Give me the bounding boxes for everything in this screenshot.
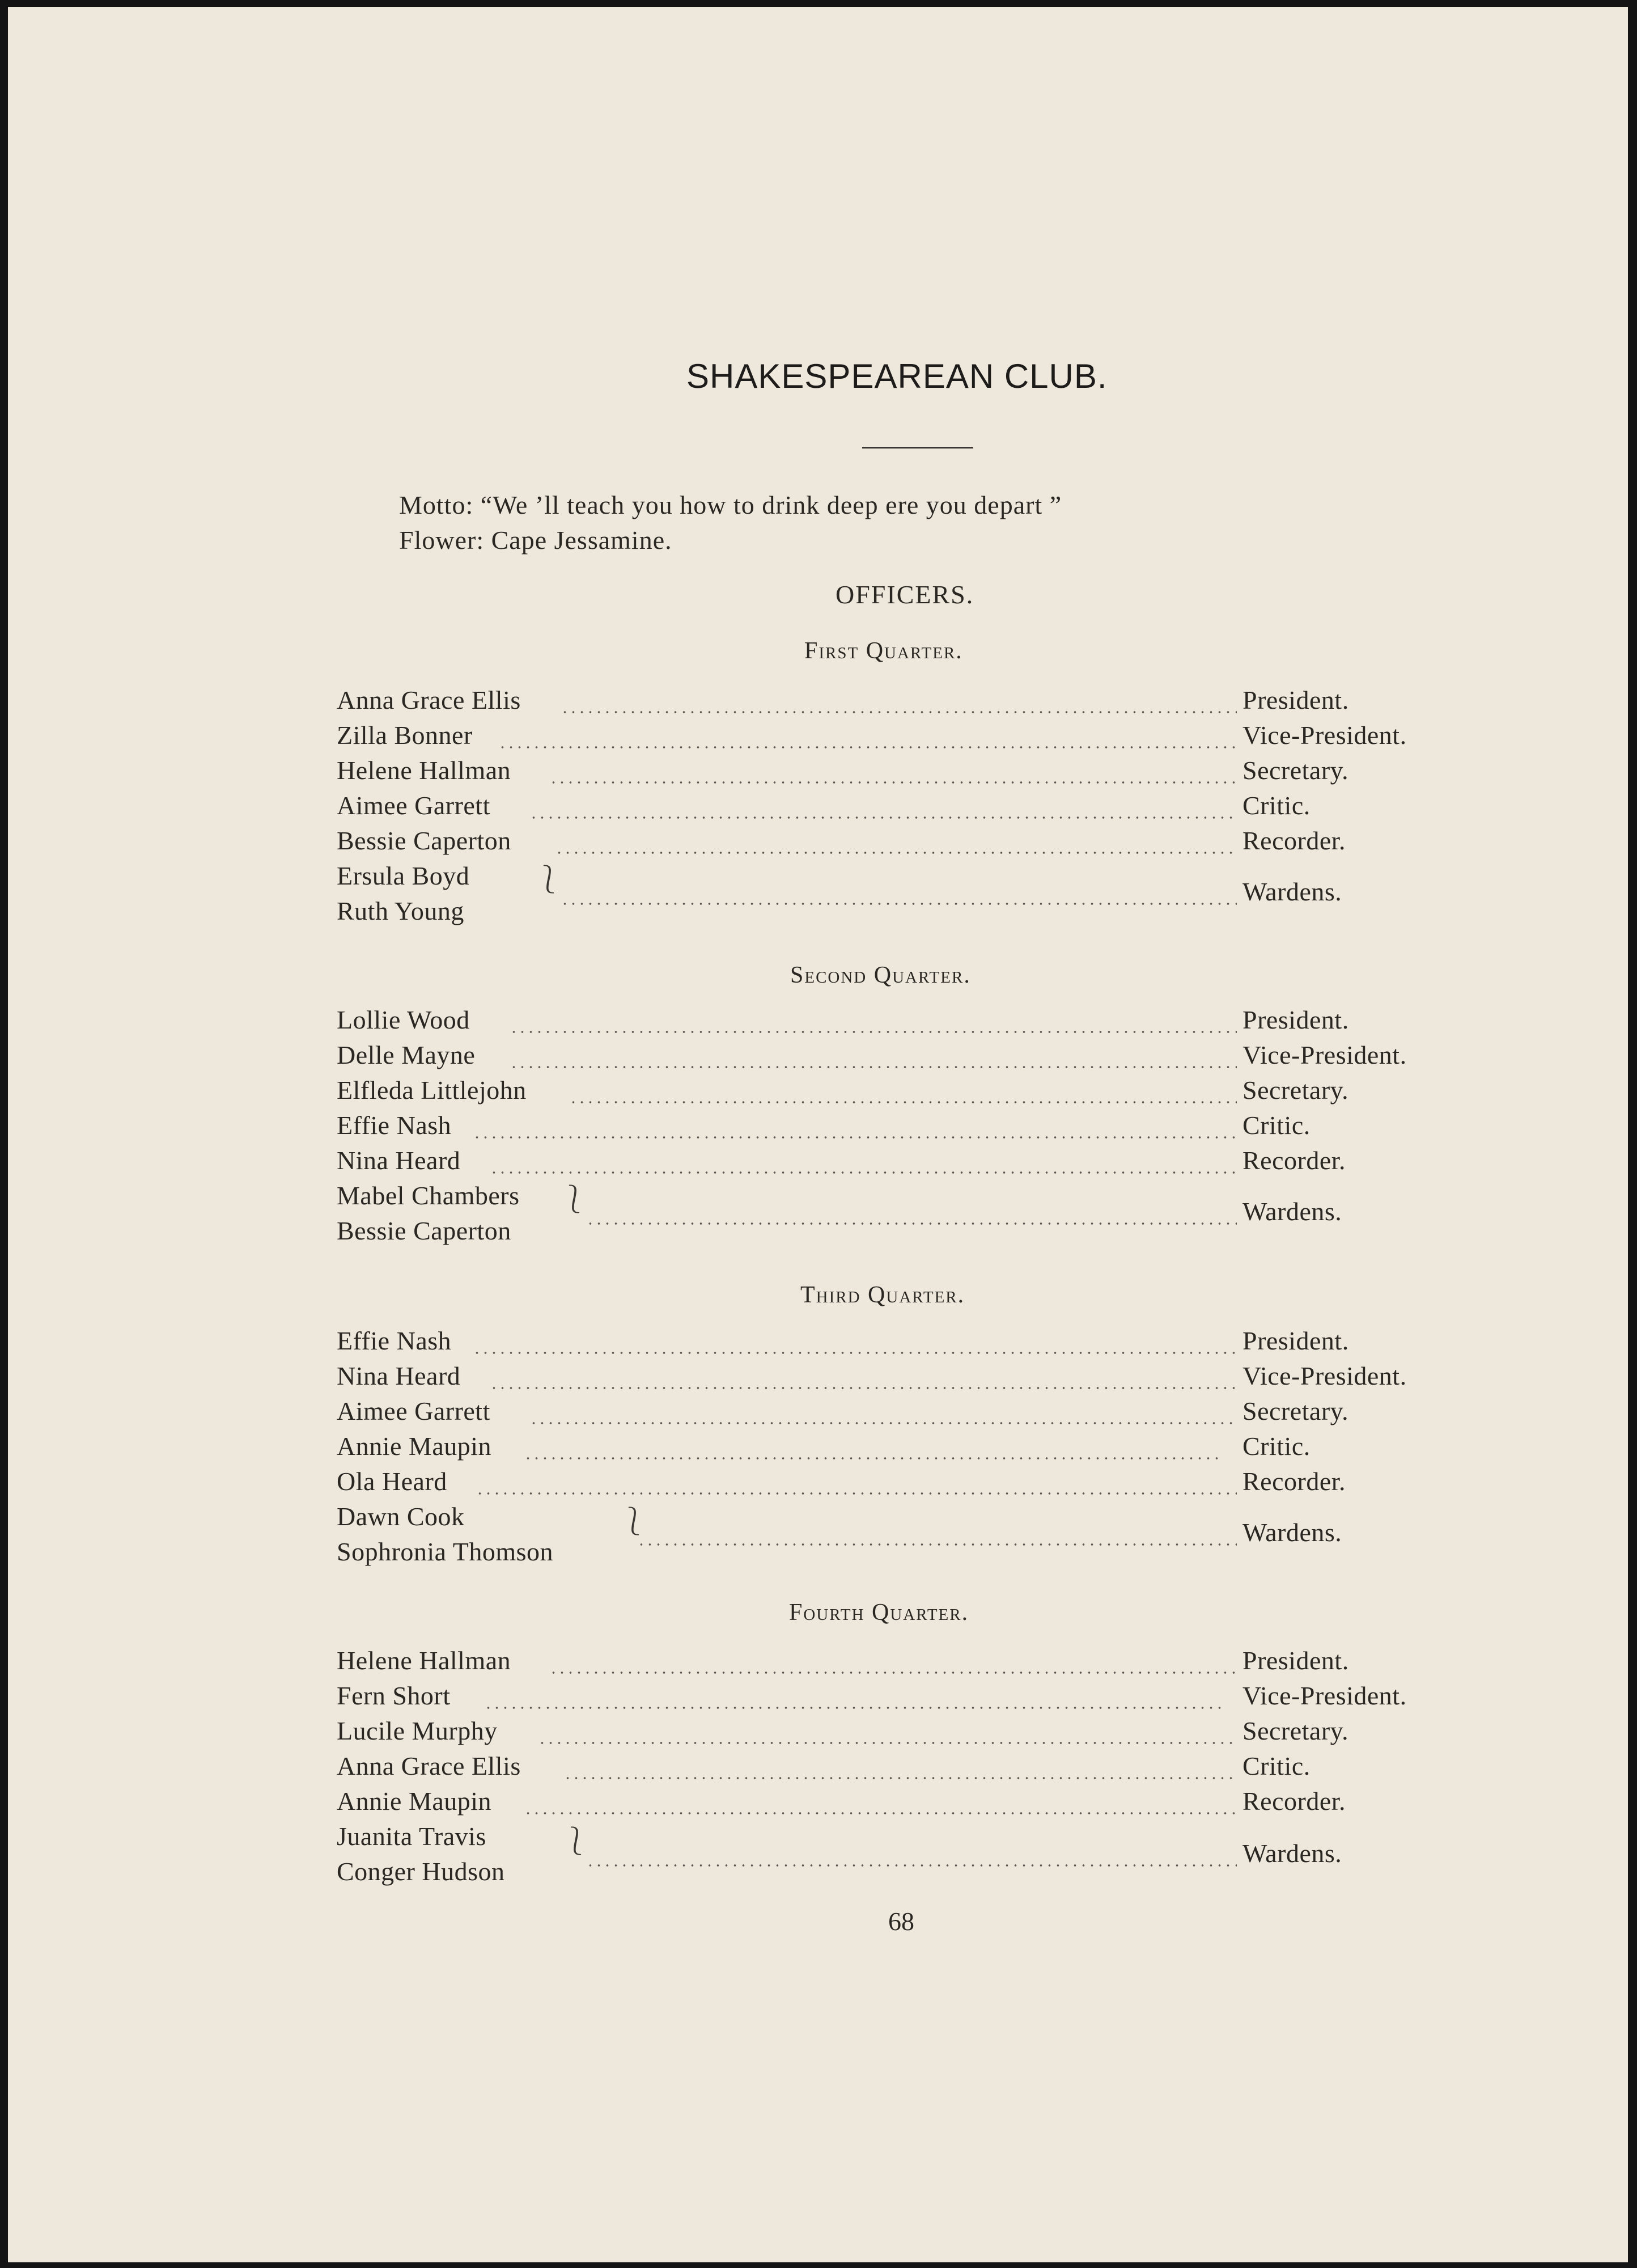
officer-name: Delle Mayne [337,1040,476,1069]
officer-role: Critic. [1242,791,1311,820]
page-number: 68 [888,1907,914,1936]
officer-row [337,1040,1414,1075]
leader-dots [476,1492,1237,1495]
officer-row [337,1751,1414,1786]
leader-dots [490,1171,1237,1174]
leader-dots [524,1812,1237,1814]
leader-dots [490,1387,1237,1389]
officer-role: Vice-President. [1242,1040,1407,1069]
officer-row [337,790,1414,826]
title-rule [862,447,973,448]
leader-dots [561,711,1237,713]
quarter-heading-first: First Quarter. [804,638,963,664]
officer-row [337,720,1414,755]
officer-name: Bessie Caperton [337,826,511,855]
brace-icon: ⎱ [620,1505,648,1537]
warden-name: Ruth Young [337,896,464,925]
brace-icon: ⎱ [535,864,563,895]
officer-role: President. [1242,686,1349,714]
motto: Motto: “We ’ll teach you how to drink deep ere you depart ” [399,490,1062,519]
officer-name: Helene Hallman [337,756,511,785]
warden-name: Ersula Boyd [337,861,470,890]
officer-role: Secretary. [1242,1076,1349,1105]
officer-name: Fern Short [337,1681,451,1710]
wardens-row [337,1196,1414,1232]
officer-name: Nina Heard [337,1146,461,1175]
officer-role: Critic. [1242,1751,1311,1780]
officer-name: Nina Heard [337,1361,461,1390]
brace-icon: ⎱ [562,1825,590,1857]
officer-name: Aimee Garrett [337,791,490,820]
leader-dots [473,1136,1237,1139]
leader-dots [510,1031,1237,1033]
wardens-row [337,1838,1414,1873]
brace-icon: ⎱ [561,1183,588,1215]
officer-role: President. [1242,1646,1349,1675]
wardens-row [337,1517,1414,1552]
officer-row [337,1681,1414,1716]
officer-role: President. [1242,1005,1349,1034]
officer-role: President. [1242,1326,1349,1355]
wardens-role: Wardens. [1242,1518,1342,1547]
leader-dots [484,1707,1224,1709]
officer-role: Critic. [1242,1111,1311,1140]
leader-dots [586,1222,1237,1225]
officer-row [337,826,1414,861]
officer-role: Recorder. [1242,826,1346,855]
warden-name: Mabel Chambers [337,1181,520,1210]
leader-dots [555,852,1237,854]
officer-row [337,1005,1414,1040]
wardens-role: Wardens. [1242,1839,1342,1868]
leader-dots [586,1864,1237,1867]
officer-role: Vice-President. [1242,721,1407,750]
leader-dots [498,746,1237,748]
leader-dots [549,781,1237,784]
officer-row [337,1396,1414,1431]
leader-dots [524,1457,1224,1459]
warden-name: Bessie Caperton [337,1216,511,1245]
officer-name: Effie Nash [337,1111,452,1140]
quarter-heading-third: Third Quarter. [800,1282,965,1308]
leader-dots [569,1101,1237,1103]
officer-name: Annie Maupin [337,1787,492,1816]
flower: Flower: Cape Jessamine. [399,526,672,555]
officer-name: Anna Grace Ellis [337,686,521,714]
officer-role: Recorder. [1242,1787,1346,1816]
page-title: SHAKESPEAREAN CLUB. [686,357,1108,395]
officer-row [337,1361,1414,1396]
officer-role: Recorder. [1242,1467,1346,1496]
leader-dots [563,1777,1237,1779]
officer-name: Aimee Garrett [337,1397,490,1425]
warden-name: Juanita Travis [337,1822,486,1851]
officer-name: Ola Heard [337,1467,447,1496]
leader-dots [549,1672,1237,1674]
officer-name: Lucile Murphy [337,1716,498,1745]
warden-name: Conger Hudson [337,1857,505,1886]
officer-row [337,1716,1414,1751]
quarter-heading-second: Second Quarter. [790,962,971,988]
officer-row [337,1645,1414,1681]
officer-name: Elfleda Littlejohn [337,1076,527,1105]
officer-name: Lollie Wood [337,1005,470,1034]
officer-row [337,1326,1414,1361]
leader-dots [538,1742,1237,1744]
officer-role: Secretary. [1242,756,1349,785]
quarter-heading-fourth: Fourth Quarter. [789,1600,969,1626]
wardens-row [337,877,1414,912]
officer-row [337,755,1414,790]
warden-name: Sophronia Thomson [337,1537,554,1566]
leader-dots [529,1422,1237,1424]
officer-name: Effie Nash [337,1326,452,1355]
officer-role: Secretary. [1242,1716,1349,1745]
page [8,7,1628,2262]
leader-dots [510,1066,1237,1068]
officer-role: Vice-President. [1242,1361,1407,1390]
leader-dots [529,816,1237,819]
officers-heading: OFFICERS. [836,580,974,609]
officer-role: Critic. [1242,1432,1311,1461]
leader-dots [473,1352,1237,1354]
officer-name: Helene Hallman [337,1646,511,1675]
officer-name: Zilla Bonner [337,721,473,750]
wardens-role: Wardens. [1242,877,1342,906]
leader-dots [561,903,1237,905]
officer-row [337,1075,1414,1110]
officer-row [337,1145,1414,1180]
officer-name: Annie Maupin [337,1432,492,1461]
officer-role: Vice-President. [1242,1681,1407,1710]
leader-dots [637,1543,1237,1546]
officer-role: Recorder. [1242,1146,1346,1175]
officer-role: Secretary. [1242,1397,1349,1425]
warden-name: Dawn Cook [337,1502,465,1531]
wardens-role: Wardens. [1242,1197,1342,1226]
officer-row [337,1110,1414,1145]
officer-row [337,1466,1414,1501]
officer-name: Anna Grace Ellis [337,1751,521,1780]
officer-row [337,1786,1414,1821]
officer-row [337,685,1414,720]
officer-row [337,1431,1414,1466]
